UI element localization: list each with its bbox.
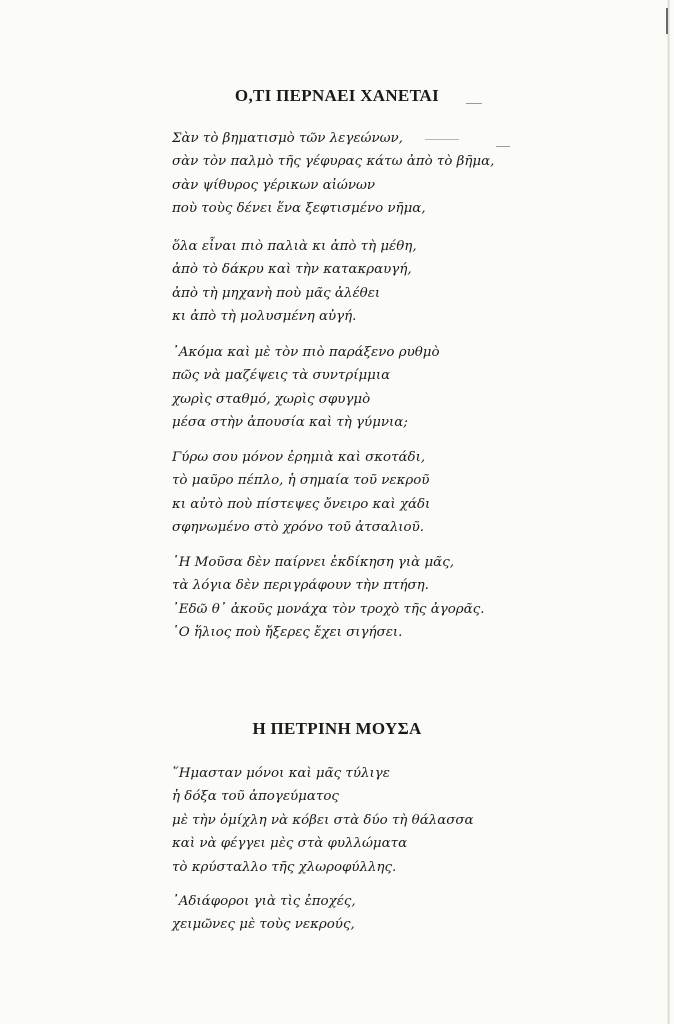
- poem-line: ῾Ο ἥλιος ποὺ ἤξερες ἔχει σιγήσει.: [172, 625, 403, 641]
- poem-line: μὲ τὴν ὁμίχλη νὰ κόβει στὰ δύο τὴ θάλασσα: [172, 812, 474, 828]
- poem-line: ῞Ημασταν μόνοι καὶ μᾶς τύλιγε: [172, 766, 390, 781]
- poem-line: τὰ λόγια δὲν περιγράφουν τὴν πτήση.: [172, 578, 429, 594]
- poem-2-stanza-1: [172, 762, 474, 879]
- poem-line: κι ἀπὸ τὴ μολυσμένη αὐγή.: [172, 309, 357, 325]
- poem-1: [0, 84, 674, 108]
- poem-2: [0, 717, 674, 741]
- poem-title: Ο,ΤΙ ΠΕΡΝΑΕΙ ΧΑΝΕΤΑΙ: [234, 86, 440, 105]
- poem-1-stanza-4: [172, 446, 430, 540]
- poem-line: ἀπὸ τὴ μηχανὴ ποὺ μᾶς ἀλέθει: [172, 285, 381, 301]
- print-speck: [496, 146, 510, 147]
- poem-1-stanza-3: [172, 341, 440, 435]
- poem-line: χειμῶνες μὲ τοὺς νεκρούς,: [172, 917, 355, 933]
- poem-line: κι αὐτὸ ποὺ πίστεψες ὄνειρο καὶ χάδι: [172, 496, 431, 512]
- poem-line: ᾽Αδιάφοροι γιὰ τὶς ἐποχές,: [172, 894, 356, 909]
- poem-line: σὰν τὸν παλμὸ τῆς γέφυρας κάτω ἀπὸ τὸ βῆμα,: [172, 154, 495, 170]
- print-speck: [466, 103, 482, 104]
- poem-line: ῾Η Μοῦσα δὲν παίρνει ἐκδίκηση γιὰ μᾶς,: [172, 555, 454, 570]
- poem-1-stanza-5: [172, 551, 484, 645]
- poem-line: ποὺ τοὺς δένει ἕνα ξεφτισμένο νῆμα,: [172, 201, 426, 217]
- poem-line: σφηνωμένο στὸ χρόνο τοῦ ἀτσαλιοῦ.: [172, 520, 425, 536]
- poem-2-stanza-2: [172, 890, 356, 937]
- page-corner-mark: [666, 8, 668, 34]
- poem-line: σὰν ψίθυρος γέρικων αἰώνων: [172, 177, 376, 193]
- poem-line: τὸ μαῦρο πέπλο, ἡ σημαία τοῦ νεκροῦ: [172, 473, 430, 489]
- poem-line: μέσα στὴν ἀπουσία καὶ τὴ γύμνια;: [172, 415, 408, 431]
- poem-line: ᾽Ακόμα καὶ μὲ τὸν πιὸ παράξενο ρυθμὸ: [172, 345, 440, 360]
- poem-line: χωρὶς σταθμό, χωρὶς σφυγμὸ: [172, 391, 371, 407]
- poem-line: καὶ νὰ φέγγει μὲς στὰ φυλλώματα: [172, 836, 408, 852]
- poem-line: τὸ κρύσταλλο τῆς χλωροφύλλης.: [172, 859, 397, 875]
- poem-line: ᾽Εδῶ θ᾽ ἀκοῦς μονάχα τὸν τροχὸ τῆς ἀγορᾶς.: [172, 601, 485, 617]
- poem-line: ὅλα εἶναι πιὸ παλιὰ κι ἀπὸ τὴ μέθη,: [172, 239, 417, 254]
- poem-1-stanza-2: [172, 235, 417, 329]
- poem-line: ἀπὸ τὸ δάκρυ καὶ τὴν κατακραυγή,: [172, 262, 412, 278]
- poem-1-stanza-1: [172, 127, 494, 221]
- poem-line: Σὰν τὸ βηματισμὸ τῶν λεγεώνων,: [172, 131, 403, 146]
- poem-line: Γύρω σου μόνον ἐρημιὰ καὶ σκοτάδι,: [172, 450, 426, 465]
- poem-line: ἡ δόξα τοῦ ἀπογεύματος: [172, 789, 339, 805]
- print-speck: [425, 139, 459, 140]
- poem-line: πῶς νὰ μαζέψεις τὰ συντρίμμια: [172, 368, 391, 384]
- page-edge: [667, 0, 670, 1024]
- poem-title: Η ΠΕΤΡΙΝΗ ΜΟΥΣΑ: [252, 719, 422, 738]
